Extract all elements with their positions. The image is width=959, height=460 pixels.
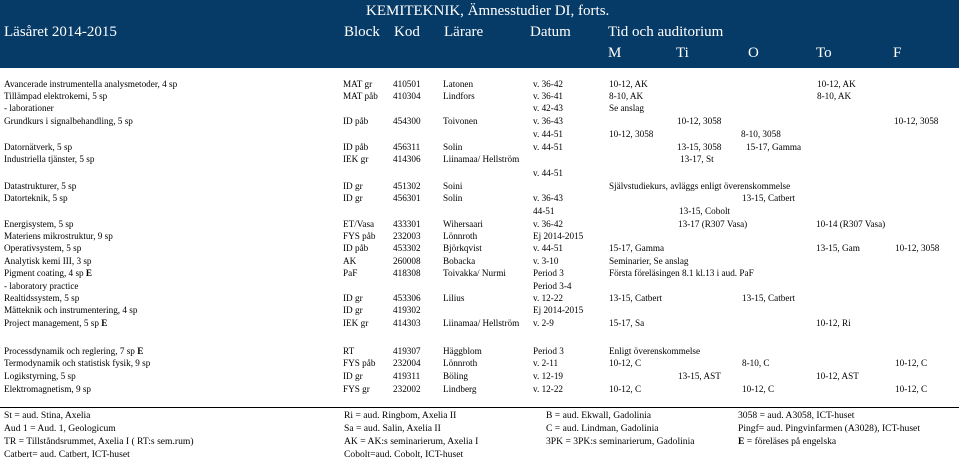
date-cell: v. 36-42 [533, 219, 564, 229]
legend-entry: 3058 = aud. A3058, ICT-huset [738, 410, 855, 421]
block-cell: ID gr [343, 293, 363, 303]
teacher-cell: Lönnroth [443, 231, 478, 241]
thursday-cell: 15-17, Gamma [746, 142, 802, 152]
wednesday-cell: 10-12, 3058 [609, 129, 654, 139]
block-cell: FYS påb [343, 358, 376, 368]
weekday-friday: F [893, 45, 902, 61]
date-cell: v. 44-51 [533, 129, 564, 139]
legend-entry: C = aud. Lindman, Gadolinia [546, 423, 659, 434]
thursday-cell: 10-12, AK [817, 79, 856, 89]
date-cell: Period 3-4 [533, 281, 572, 291]
block-cell: AK [343, 256, 357, 266]
date-cell: v. 36-43 [533, 116, 564, 126]
course-name: Datornätverk, 5 sp [4, 142, 73, 152]
legend-entry: Pingf= aud. Pingvinfarmen (A3028), ICT-huset [738, 423, 920, 434]
legend-entry: E = föreläses på engelska [738, 436, 837, 447]
weekday-tuesday: Ti [676, 45, 689, 61]
english-marker: E [101, 318, 108, 328]
course-code: 419311 [393, 371, 421, 381]
teacher-cell: Toivakka/ Nurmi [443, 268, 506, 278]
course-name: Logikstyrning, 5 sp [4, 371, 76, 381]
course-name: Industriella tjänster, 5 sp [4, 154, 95, 164]
course-name: Operativsystem, 5 sp [4, 243, 82, 253]
block-cell: ET/Vasa [343, 219, 375, 229]
course-name: Mätteknik och instrumentering, 4 sp [4, 305, 138, 315]
thursday-cell: 10-14 (R307 Vasa) [816, 219, 886, 229]
date-cell: v. 2-11 [533, 358, 559, 368]
date-cell: Period 3 [533, 346, 564, 356]
course-name: Grundkurs i signalbehandling, 5 sp [4, 116, 133, 126]
legend-entry: Catbert= aud. Catbert, ICT-huset [4, 449, 130, 460]
block-cell: ID påb [343, 243, 369, 253]
course-code: 433301 [393, 219, 421, 229]
course-code: 414306 [393, 154, 421, 164]
teacher-cell: Lilius [443, 293, 465, 303]
thursday-cell: 13-15, Catbert [742, 193, 796, 203]
teacher-cell: Solin [443, 142, 463, 152]
course-name: Materiens mikrostruktur, 9 sp [4, 231, 113, 241]
block-cell: IEK gr [343, 318, 369, 328]
course-name: Realtidssystem, 5 sp [4, 293, 80, 303]
block-cell: IEK gr [343, 154, 369, 164]
column-header-time-room: Tid och auditorium [608, 24, 724, 40]
wednesday-cell: 13-17 (R307 Vasa) [678, 219, 748, 229]
legend-entry: AK = AK:s seminarierum, Axelia I [344, 436, 479, 447]
legend-entry: TR = Tillståndsrummet, Axelia I ( RT:s sem.rum) [4, 436, 194, 447]
date-cell: v. 42-43 [533, 103, 564, 113]
date-cell: v. 36-42 [533, 79, 564, 89]
block-cell: RT [343, 346, 355, 356]
wednesday-cell: 10-12, 3058 [677, 116, 722, 126]
column-header-teacher: Lärare [444, 24, 484, 40]
course-name: Termodynamik och statistisk fysik, 9 sp [4, 358, 151, 368]
course-name: Pigment coating, 4 sp E [4, 268, 93, 278]
date-cell: Ej 2014-2015 [533, 231, 584, 241]
course-code: 260008 [393, 256, 421, 266]
tuesday-cell: Enligt överenskommelse [609, 346, 701, 356]
thursday-cell: 13-15, Gam [816, 243, 860, 253]
course-code: 419302 [393, 305, 421, 315]
block-cell: ID gr [343, 371, 363, 381]
course-name: Project management, 5 sp E [4, 318, 108, 328]
friday-cell: 10-12, C [895, 384, 928, 394]
course-name: Energisystem, 5 sp [4, 219, 74, 229]
weekday-thursday: To [816, 45, 832, 61]
thursday-cell: 10-12, AST [816, 371, 859, 381]
wednesday-cell: 10-12, C [742, 384, 775, 394]
course-code: 453306 [393, 293, 421, 303]
block-cell: FYS påb [343, 231, 376, 241]
friday-cell: 10-12, C [895, 358, 928, 368]
course-name: Avancerade instrumentella analysmetoder, 4 sp [4, 79, 178, 89]
legend-entry: Aud 1 = Aud. 1, Geologicum [4, 423, 116, 434]
date-cell: Ej 2014-2015 [533, 305, 584, 315]
course-name: Processdynamik och reglering, 7 sp E [4, 346, 144, 356]
block-cell: ID påb [343, 142, 369, 152]
block-cell: MAT påb [343, 91, 378, 101]
column-header-block: Block [344, 24, 380, 40]
teacher-cell: Björkqvist [443, 243, 482, 253]
teacher-cell: Wihersaari [443, 219, 483, 229]
course-name: Tillämpad elektrokemi, 5 sp [4, 91, 108, 101]
legend-entry: Sa = aud. Salin, Axelia II [344, 423, 441, 434]
english-marker: E [137, 346, 144, 356]
teacher-cell: Lindfors [443, 91, 475, 101]
legend-entry: St = aud. Stina, Axelia [4, 410, 91, 421]
course-code: 232003 [393, 231, 421, 241]
date-cell: v. 44-51 [533, 142, 564, 152]
teacher-cell: Solin [443, 193, 463, 203]
course-name: Elektromagnetism, 9 sp [4, 384, 92, 394]
block-cell: MAT gr [343, 79, 373, 89]
course-code: 410501 [393, 79, 421, 89]
column-header-date: Datum [530, 24, 571, 40]
block-cell: ID gr [343, 181, 363, 191]
teacher-cell: Liinamaa/ Hellström [443, 318, 520, 328]
date-cell: v. 12-22 [533, 293, 564, 303]
column-header-code: Kod [394, 24, 420, 40]
date-cell: v. 44-51 [533, 243, 564, 253]
english-marker: E [85, 268, 93, 278]
friday-cell: 10-12, 3058 [895, 243, 940, 253]
legend-entry: B = aud. Ekwall, Gadolinia [546, 410, 652, 421]
course-code: 419307 [393, 346, 421, 356]
academic-year: Läsåret 2014-2015 [4, 24, 117, 40]
wednesday-cell: 13-15, Catbert [742, 293, 796, 303]
tuesday-cell: 15-17, Sa [609, 318, 645, 328]
course-code: 456301 [393, 193, 421, 203]
date-cell: v. 12-19 [533, 371, 564, 381]
friday-cell: 10-12, 3058 [894, 116, 939, 126]
date-cell: v. 2-9 [533, 318, 554, 328]
teacher-cell: Toivonen [443, 116, 478, 126]
date-cell: v. 3-10 [533, 256, 559, 266]
legend-entry: Cobolt=aud. Cobolt, ICT-huset [344, 449, 464, 460]
tuesday-cell: 10-12, C [609, 384, 642, 394]
date-cell: 44-51 [533, 206, 555, 216]
teacher-cell: Häggblom [443, 346, 482, 356]
wednesday-cell: 13-15, 3058 [677, 142, 722, 152]
date-cell: v. 36-41 [533, 91, 564, 101]
course-name: Analytisk kemi III, 3 sp [4, 256, 92, 266]
tuesday-cell: Första föreläsingen 8.1 kl.13 i aud. PaF [609, 268, 754, 278]
course-name: - laborationer [4, 103, 54, 113]
tuesday-cell: 8-10, AK [609, 91, 644, 101]
tuesday-cell: Seminarier, Se anslag [609, 256, 689, 266]
block-cell: PaF [343, 268, 358, 278]
date-cell: Period 3 [533, 268, 564, 278]
wednesday-cell: Se anslag [609, 103, 644, 113]
page-title: KEMITEKNIK, Ämnesstudier DI, forts. [366, 3, 610, 19]
block-cell: ID gr [343, 193, 363, 203]
course-name: Datorteknik, 5 sp [4, 193, 68, 203]
thursday-cell: 8-10, 3058 [741, 129, 781, 139]
teacher-cell: Latonen [443, 79, 474, 89]
teacher-cell: Liinamaa/ Hellström [443, 154, 520, 164]
tuesday-cell: Självstudiekurs, avläggs enligt överenskommelse [609, 181, 791, 191]
course-code: 454300 [393, 116, 421, 126]
tuesday-cell: 10-12, AK [609, 79, 648, 89]
weekday-monday: M [608, 45, 622, 61]
course-code: 456311 [393, 142, 421, 152]
legend-entry: 3PK = 3PK:s seminarierum, Gadolinia [546, 436, 695, 447]
tuesday-cell: 13-15, Catbert [609, 293, 663, 303]
block-cell: FYS gr [343, 384, 370, 394]
teacher-cell: Soini [443, 181, 463, 191]
course-code: 451302 [393, 181, 421, 191]
course-code: 232004 [393, 358, 421, 368]
block-cell: ID gr [343, 305, 363, 315]
date-cell: v. 44-51 [533, 168, 564, 178]
wednesday-cell: 13-15, AST [678, 371, 721, 381]
tuesday-cell: 10-12, C [609, 358, 642, 368]
course-code: 414303 [393, 318, 421, 328]
wednesday-cell: 13-15, Cobolt [679, 206, 731, 216]
tuesday-cell: 15-17, Gamma [609, 243, 665, 253]
date-cell: v. 36-43 [533, 193, 564, 203]
course-name: - laboratory practice [4, 281, 79, 291]
block-cell: ID påb [343, 116, 369, 126]
teacher-cell: Bobacka [443, 256, 476, 266]
course-code: 418308 [393, 268, 421, 278]
thursday-cell: 8-10, AK [817, 91, 852, 101]
course-code: 232002 [393, 384, 421, 394]
course-code: 453302 [393, 243, 421, 253]
teacher-cell: Lindberg [443, 384, 477, 394]
teacher-cell: Lönnroth [443, 358, 478, 368]
date-cell: v. 12-22 [533, 384, 564, 394]
weekday-wednesday: O [748, 45, 759, 61]
thursday-cell: 10-12, Ri [816, 318, 851, 328]
course-code: 410304 [393, 91, 421, 101]
legend-entry: Ri = aud. Ringbom, Axelia II [344, 410, 457, 421]
teacher-cell: Böling [443, 371, 469, 381]
wednesday-cell: 8-10, C [742, 358, 770, 368]
wednesday-cell: 13-17, St [680, 154, 714, 164]
course-name: Datastrukturer, 5 sp [4, 181, 77, 191]
